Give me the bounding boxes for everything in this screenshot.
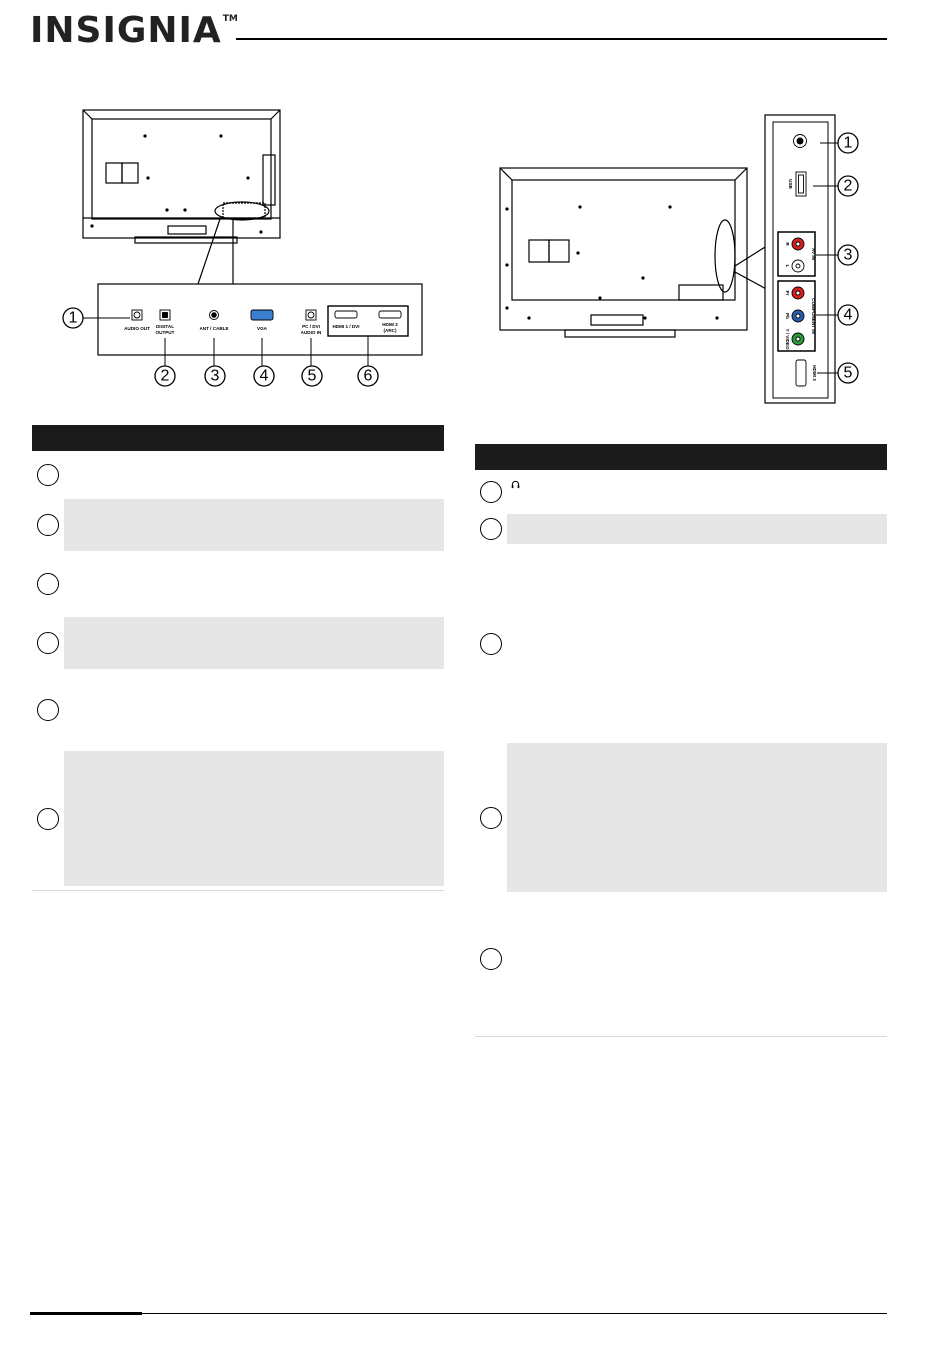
svg-text:DIGITAL: DIGITAL xyxy=(155,324,175,329)
header-rule xyxy=(236,38,887,40)
svg-text:COMPONENT IN: COMPONENT IN xyxy=(811,298,816,334)
svg-text:3: 3 xyxy=(210,367,220,385)
table-row xyxy=(32,499,444,551)
svg-text:L: L xyxy=(785,264,790,268)
svg-text:OUTPUT: OUTPUT xyxy=(155,330,175,335)
left-connection-table xyxy=(32,425,444,886)
row-number-circle xyxy=(480,481,502,503)
svg-text:Y / VIDEO: Y / VIDEO xyxy=(785,328,790,350)
table-row xyxy=(475,470,887,514)
svg-text:4: 4 xyxy=(843,306,853,324)
table-row xyxy=(32,551,444,617)
svg-text:R: R xyxy=(785,242,790,246)
svg-text:HDMI 2: HDMI 2 xyxy=(382,322,398,327)
headphone-icon xyxy=(511,480,520,489)
table-row xyxy=(475,892,887,1026)
callouts-right xyxy=(838,133,858,383)
right-tv-side-diagram xyxy=(495,110,875,410)
svg-text:5: 5 xyxy=(307,367,317,385)
table-bottom-rule xyxy=(32,890,444,891)
footer-accent-bar xyxy=(30,1312,142,1315)
table-row xyxy=(475,514,887,544)
table-header xyxy=(475,444,887,470)
svg-text:USB: USB xyxy=(788,179,793,189)
row-number-circle xyxy=(37,699,59,721)
logo-text: INSIGNIA xyxy=(30,10,222,51)
row-number-circle xyxy=(37,808,59,830)
svg-text:1: 1 xyxy=(843,134,853,152)
left-tv-back-diagram xyxy=(30,100,450,400)
svg-text:4: 4 xyxy=(259,367,269,385)
table-header xyxy=(32,425,444,451)
vga-port-icon xyxy=(251,310,273,320)
right-connection-table xyxy=(475,444,887,1026)
row-number-circle xyxy=(37,573,59,595)
table-row xyxy=(32,669,444,751)
table-row xyxy=(32,751,444,886)
svg-text:Pb: Pb xyxy=(785,313,790,319)
table-row xyxy=(475,743,887,892)
svg-text:5: 5 xyxy=(843,364,853,382)
svg-text:PC / DVI: PC / DVI xyxy=(302,324,320,329)
brand-logo xyxy=(30,10,237,51)
svg-text:ANT / CABLE: ANT / CABLE xyxy=(199,326,229,331)
svg-text:VGA: VGA xyxy=(257,326,267,331)
svg-text:2: 2 xyxy=(843,177,853,195)
svg-text:HDMI 3: HDMI 3 xyxy=(812,365,817,381)
svg-text:2: 2 xyxy=(160,367,170,385)
svg-text:(ARC): (ARC) xyxy=(383,328,397,333)
svg-text:6: 6 xyxy=(363,367,373,385)
svg-text:AUDIO OUT: AUDIO OUT xyxy=(124,326,150,331)
tv-back-left xyxy=(83,110,280,284)
row-number-circle xyxy=(37,632,59,654)
svg-text:AUDIO IN: AUDIO IN xyxy=(300,330,322,335)
svg-text:HDMI 1 / DVI: HDMI 1 / DVI xyxy=(332,324,360,329)
table-bottom-rule xyxy=(475,1036,887,1037)
table-row xyxy=(475,544,887,743)
svg-text:3: 3 xyxy=(843,246,853,264)
footer-rule xyxy=(30,1313,887,1314)
table-row xyxy=(32,451,444,499)
row-number-circle xyxy=(37,514,59,536)
logo-trademark: TM xyxy=(222,14,238,24)
svg-text:Pr: Pr xyxy=(785,290,790,296)
row-number-circle xyxy=(480,807,502,829)
row-number-circle xyxy=(37,464,59,486)
row-number-circle xyxy=(480,518,502,540)
table-row xyxy=(32,617,444,669)
tv-back-right xyxy=(500,168,781,337)
svg-text:1: 1 xyxy=(68,309,78,327)
row-number-circle xyxy=(480,948,502,970)
row-number-circle xyxy=(480,633,502,655)
svg-text:AV IN: AV IN xyxy=(811,248,816,260)
